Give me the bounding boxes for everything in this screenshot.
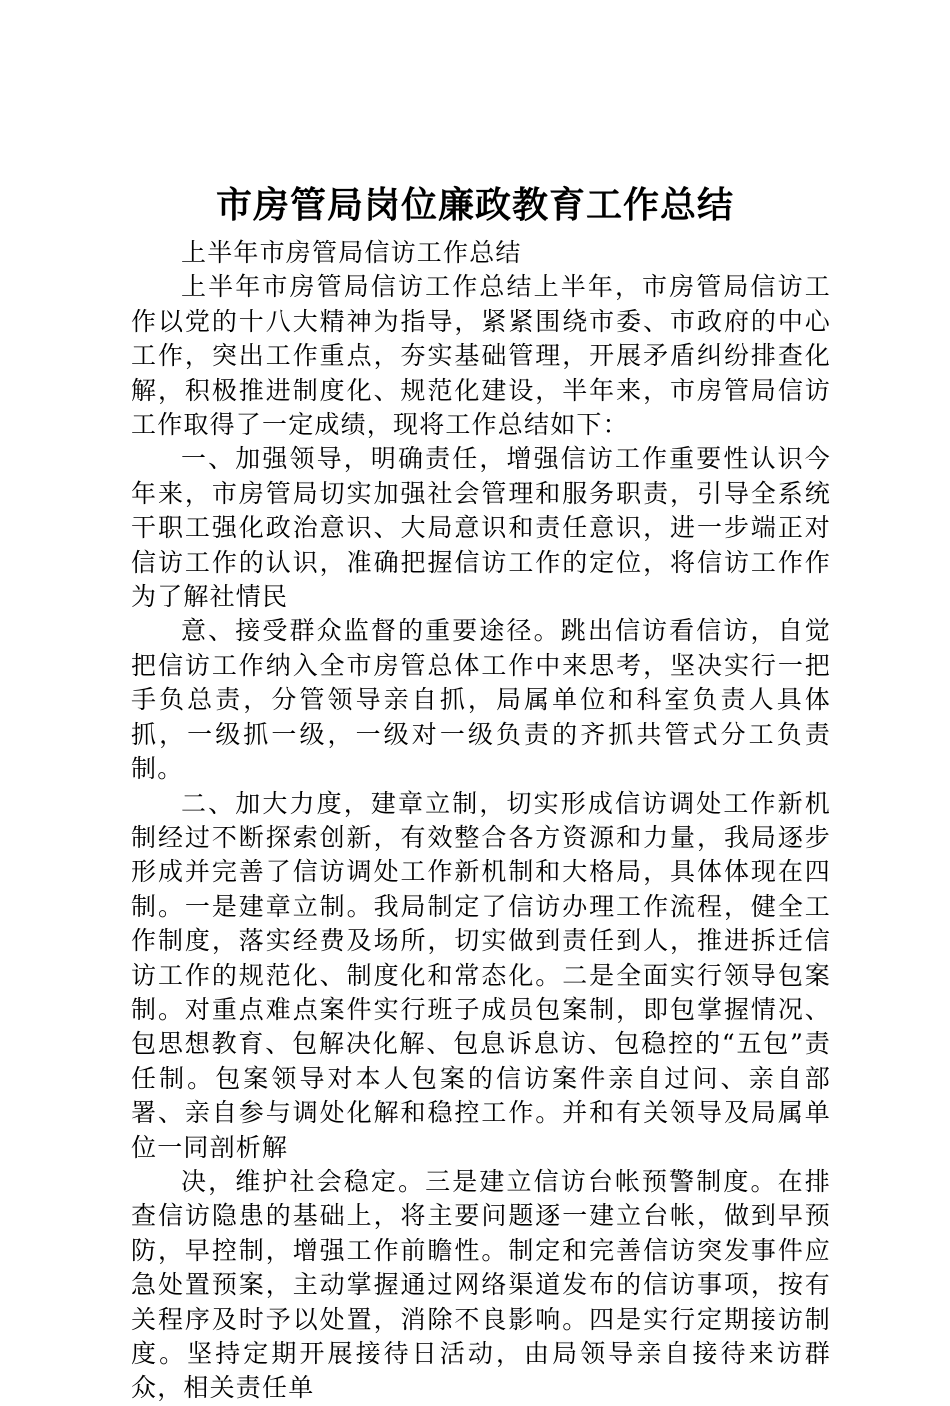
- paragraph-section-two-continued: 决，维护社会稳定。三是建立信访台帐预警制度。在排查信访隐患的基础上，将主要问题逐一建立台帐，做到早预防，早控制，增强工作前瞻性。制定和完善信访突发事件应急处置预案，主动掌握通过网络渠道发布的信访事项，按有关程序及时予以处置，消除不良影响。四是实行定期接访制度。坚持定期开展接待日活动，由局领导亲自接待来访群众，相关责任单: [131, 1166, 831, 1403]
- paragraph-section-one: 一、加强领导，明确责任，增强信访工作重要性认识今年来，市房管局切实加强社会管理和服务职责，引导全系统干职工强化政治意识、大局意识和责任意识，进一步端正对信访工作的认识，准确把握信访工作的定位，将信访工作作为了解社情民: [131, 444, 831, 612]
- document-title: 市房管局岗位廉政教育工作总结: [215, 184, 734, 226]
- paragraph-intro: 上半年市房管局信访工作总结上半年，市房管局信访工作以党的十八大精神为指导，紧紧围绕市委、市政府的中心工作，突出工作重点，夯实基础管理，开展矛盾纠纷排查化解，积极推进制度化、规范化建设，半年来，市房管局信访工作取得了一定成绩，现将工作总结如下：: [131, 272, 831, 440]
- paragraph-section-two: 二、加大力度，建章立制，切实形成信访调处工作新机制经过不断探索创新，有效整合各方资源和力量，我局逐步形成并完善了信访调处工作新机制和大格局，具体体现在四制。一是建章立制。我局制定了信访办理工作流程，健全工作制度，落实经费及场所，切实做到责任到人，推进拆迁信访工作的规范化、制度化和常态化。二是全面实行领导包案制。对重点难点案件实行班子成员包案制，即包掌握情况、包思想教育、包解决化解、包息诉息访、包稳控的“五包”责任制。包案领导对本人包案的信访案件亲自过问、亲自部署、亲自参与调处化解和稳控工作。并和有关领导及局属单位一同剖析解: [131, 788, 831, 1162]
- document-body: [131, 236, 831, 1406]
- paragraph-subtitle: 上半年市房管局信访工作总结: [181, 238, 522, 267]
- paragraph-section-one-continued: 意、接受群众监督的重要途径。跳出信访看信访，自觉把信访工作纳入全市房管总体工作中来思考，坚决实行一把手负总责，分管领导亲自抓，局属单位和科室负责人具体抓，一级抓一级，一级对一级负责的齐抓共管式分工负责制。: [131, 616, 831, 784]
